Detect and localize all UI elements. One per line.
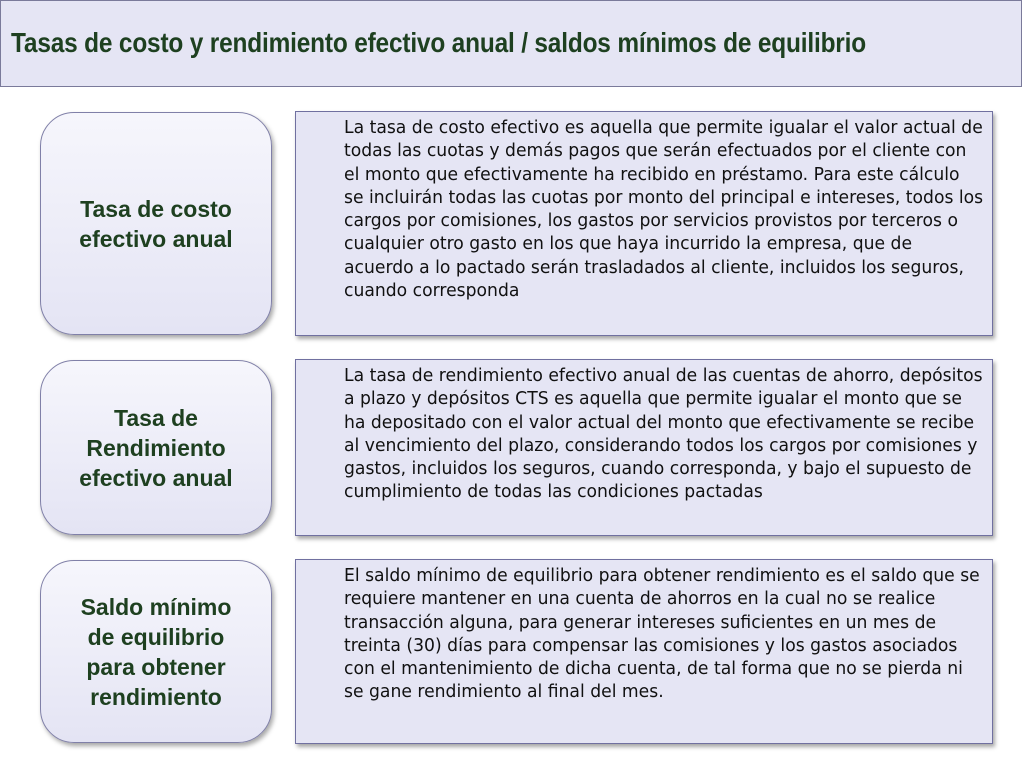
label-box-tasa-rendimiento	[40, 360, 272, 535]
label-text-tasa-costo: Tasa de costo efectivo anual	[79, 195, 233, 252]
label-box-tasa-costo	[40, 112, 272, 335]
description-text-tasa-costo: La tasa de costo efectivo es aquella que permite igualar el valor actual de todas las cuotas y demás pagos que serán efectuados por el cliente con el monto que efectivamente ha recibido en préstamo. Para este cálculo se incluirán todas las cuotas por monto del principal e intereses, todos los cargos por comisiones, los gastos por servicios provistos por terceros o cualquier otro gasto en los que haya incurrido la empresa, que de acuerdo a lo pactado serán trasladados al cliente, incluidos los seguros, cuando corresponda	[344, 117, 984, 302]
label-box-saldo-minimo	[40, 560, 272, 743]
title-bar	[0, 0, 1022, 87]
description-text-saldo-minimo: El saldo mínimo de equilibrio para obtener rendimiento es el saldo que se requiere mantener en una cuenta de ahorros en la cual no se realice transacción alguna, para generar intereses suficientes en un mes de treinta (30) días para compensar las comisiones y los gastos asociados con el mantenimiento de dicha cuenta, de tal forma que no se pierda ni se gane rendimiento al final del mes.	[344, 565, 980, 703]
label-text-saldo-minimo: Saldo mínimo de equilibrio para obtener rendimiento	[80, 593, 232, 710]
description-box-tasa-costo	[295, 111, 993, 336]
label-text-tasa-rendimiento: Tasa de Rendimiento efectivo anual	[79, 404, 233, 491]
description-text-tasa-rendimiento: La tasa de rendimiento efectivo anual de las cuentas de ahorro, depósitos a plazo y depósitos CTS es aquella que permite igualar el monto que se ha depositado con el valor actual del monto que efectivamente se recibe al vencimiento del plazo, considerando todos los cargos por comisiones y gastos, incluidos los seguros, cuando corresponda, y bajo el supuesto de cumplimiento de todas las condiciones pactadas	[344, 365, 983, 503]
page-title: Tasas de costo y rendimiento efectivo anual / saldos mínimos de equilibrio	[11, 27, 866, 58]
description-box-saldo-minimo	[295, 559, 993, 744]
description-box-tasa-rendimiento	[295, 359, 993, 536]
